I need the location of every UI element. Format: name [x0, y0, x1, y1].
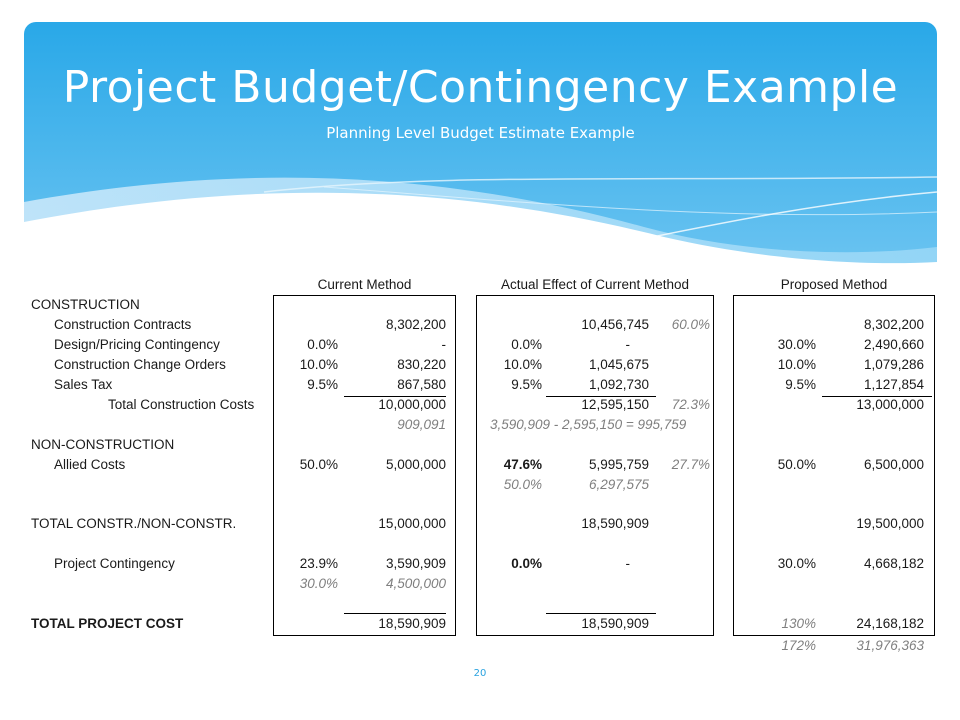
row-label: TOTAL CONSTR./NON-CONSTR.	[31, 516, 237, 531]
cell-note: 72.3%	[671, 397, 710, 412]
cell-value: 1,127,854	[863, 377, 924, 392]
cell-note: 27.7%	[671, 457, 710, 472]
cell-pct: 30.0%	[777, 337, 816, 352]
cell-pct: 10.0%	[777, 357, 816, 372]
cell-pct: 0.0%	[307, 337, 338, 352]
cell-note: 30.0%	[299, 576, 338, 591]
cell-value: 10,000,000	[378, 397, 446, 412]
row-label: Total Construction Costs	[108, 397, 255, 412]
cell-value: 3,590,909	[385, 556, 446, 571]
total-line	[344, 613, 446, 614]
cell-value: 18,590,909	[581, 616, 649, 631]
cell-value: 15,000,000	[378, 516, 446, 531]
slide-title: Project Budget/Contingency Example	[62, 62, 899, 113]
cell-note: 50.0%	[503, 477, 542, 492]
slide-subtitle: Planning Level Budget Estimate Example	[326, 124, 635, 142]
cell-pct: 0.0%	[511, 556, 542, 571]
cell-pct: 0.0%	[511, 337, 542, 352]
cell-value: 10,456,745	[581, 317, 649, 332]
cell-pct: 30.0%	[777, 556, 816, 571]
row-label: Construction Change Orders	[54, 357, 226, 372]
cell-value: -	[625, 337, 630, 352]
cell-value: 8,302,200	[385, 317, 446, 332]
row-label: Allied Costs	[54, 457, 126, 472]
cell-value: -	[441, 337, 446, 352]
cell-value: 18,590,909	[378, 616, 446, 631]
row-label: Design/Pricing Contingency	[54, 337, 220, 352]
cell-note: 60.0%	[671, 317, 710, 332]
cell-pct: 10.0%	[299, 357, 338, 372]
header-current-method: Current Method	[317, 277, 412, 292]
total-line	[546, 613, 656, 614]
cell-note: 172%	[781, 638, 816, 653]
cell-note: 909,091	[397, 417, 446, 432]
cell-value: 867,580	[397, 377, 446, 392]
cell-value: 1,092,730	[588, 377, 649, 392]
cell-value: 19,500,000	[856, 516, 924, 531]
cell-pct: 47.6%	[503, 457, 542, 472]
section-nonconstruction: NON-CONSTRUCTION	[31, 437, 175, 452]
cell-value: 13,000,000	[856, 397, 924, 412]
cell-note: 6,297,575	[588, 477, 649, 492]
cell-value: 4,668,182	[863, 556, 924, 571]
cell-value: 830,220	[397, 357, 446, 372]
row-label: TOTAL PROJECT COST	[31, 616, 184, 631]
cell-value: 1,079,286	[863, 357, 924, 372]
cell-pct: 23.9%	[299, 556, 338, 571]
row-label: Sales Tax	[54, 377, 113, 392]
cell-value: 1,045,675	[588, 357, 649, 372]
cell-note: 130%	[781, 616, 816, 631]
page-number: 20	[473, 668, 487, 679]
cell-value: 6,500,000	[863, 457, 924, 472]
section-construction: CONSTRUCTION	[31, 297, 140, 312]
cell-note: 3,590,909 - 2,595,150 = 995,759	[490, 417, 687, 432]
cell-value: 2,490,660	[863, 337, 924, 352]
cell-pct: 10.0%	[503, 357, 542, 372]
cell-value: 5,000,000	[385, 457, 446, 472]
header-actual-effect: Actual Effect of Current Method	[500, 277, 690, 292]
row-label: Construction Contracts	[54, 317, 192, 332]
cell-note: 4,500,000	[385, 576, 446, 591]
cell-note: 31,976,363	[856, 638, 924, 653]
cell-value: 18,590,909	[581, 516, 649, 531]
cell-pct: 50.0%	[777, 457, 816, 472]
cell-value: 12,595,150	[581, 397, 649, 412]
cell-value: 5,995,759	[588, 457, 649, 472]
cell-value: 8,302,200	[863, 317, 924, 332]
cell-pct: 50.0%	[299, 457, 338, 472]
cell-value: 24,168,182	[856, 616, 924, 631]
header-proposed-method: Proposed Method	[780, 277, 888, 292]
row-label: Project Contingency	[54, 556, 175, 571]
cell-value: -	[625, 556, 630, 571]
cell-pct: 9.5%	[511, 377, 542, 392]
cell-pct: 9.5%	[307, 377, 338, 392]
cell-pct: 9.5%	[785, 377, 816, 392]
